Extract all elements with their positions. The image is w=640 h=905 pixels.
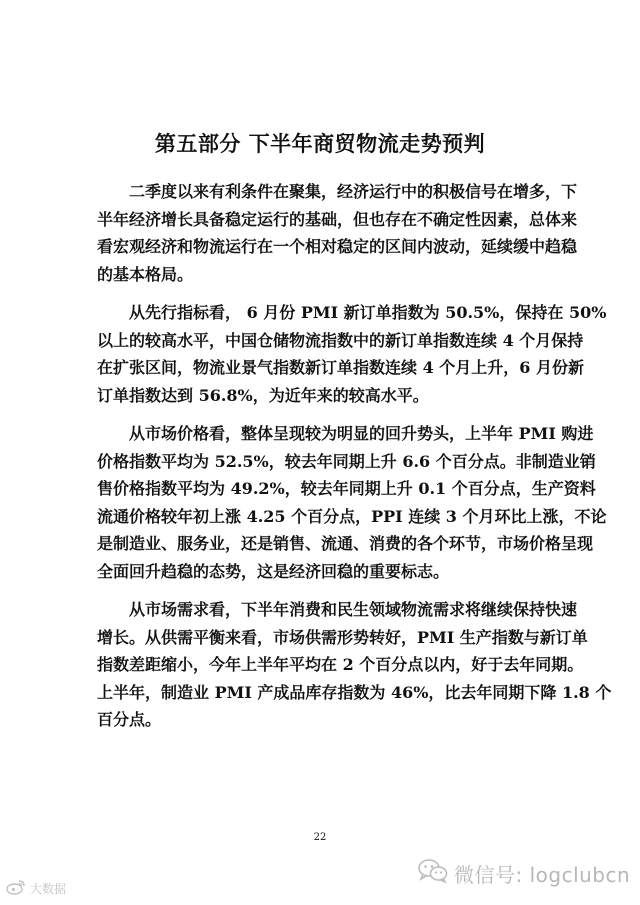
text-line: 价格指数平均为 52.5%，较去年同期上升 6.6 个百分点。非制造业销 — [97, 451, 596, 471]
paragraph-2 — [97, 299, 607, 409]
paragraph-1 — [97, 178, 578, 288]
text-line: 订单指数达到 56.8%，为近年来的较高水平。 — [97, 385, 429, 405]
paragraph-4 — [97, 596, 612, 734]
text-line: 从市场需求看，下半年消费和民生领域物流需求将继续保持快速 — [129, 600, 578, 619]
text-line: 以上的较高水平，中国仓储物流指数中的新订单指数连续 4 个月保持 — [97, 330, 584, 350]
text-line: 二季度以来有利条件在聚集，经济运行中的积极信号在增多，下 — [129, 182, 578, 201]
text-line: 增长。从供需平衡来看，市场供需形势转好，PMI 生产指数与新订单 — [97, 627, 588, 647]
text-line: 半年经济增长具备稳定运行的基础，但也存在不确定性因素，总体来 — [97, 209, 578, 229]
wechat-logo-icon — [418, 858, 448, 888]
text-line: 全面回升趋稳的态势，这是经济回稳的重要标志。 — [97, 561, 450, 581]
corner-watermark-text: 大数据 — [30, 881, 67, 896]
text-line: 指数差距缩小，今年上半年平均在 2 个百分点以内，好于去年同期。 — [97, 655, 584, 674]
paragraph-3 — [97, 420, 607, 585]
text-line: 从先行指标看， 6 月份 PMI 新订单指数为 50.5%，保持在 50% — [129, 303, 607, 322]
text-line: 售价格指数平均为 49.2%，较去年同期上升 0.1 个百分点，生产资料 — [97, 479, 596, 498]
page-number: 22 — [313, 832, 327, 843]
corner-watermark — [6, 877, 66, 899]
body-text — [97, 178, 612, 745]
text-line: 流通价格较年初上涨 4.25 个百分点，PPI 连续 3 个月环比上涨，不论 — [97, 506, 607, 526]
text-line: 看宏观经济和物流运行在一个相对稳定的区间内波动，延续缓中趋稳 — [97, 237, 578, 256]
text-line: 从市场价格看，整体呈现较为明显的回升势头，上半年 PMI 购进 — [129, 424, 594, 443]
text-line: 的基本格局。 — [97, 264, 194, 284]
text-line: 上半年，制造业 PMI 产成品库存指数为 46%，比去年同期下降 1.8 个 — [97, 682, 612, 702]
text-line: 百分点。 — [97, 710, 162, 729]
wechat-watermark — [418, 858, 630, 888]
wechat-id-text: 微信号: logclubcn — [454, 862, 631, 887]
weibo-logo-icon — [6, 879, 26, 898]
section-title: 第五部分 下半年商贸物流走势预判 — [154, 131, 486, 156]
text-line: 在扩张区间，物流业景气指数新订单指数连续 4 个月上升，6 月份新 — [97, 358, 584, 377]
text-line: 是制造业、服务业，还是销售、流通、消费的各个环节，市场价格呈现 — [97, 534, 594, 553]
